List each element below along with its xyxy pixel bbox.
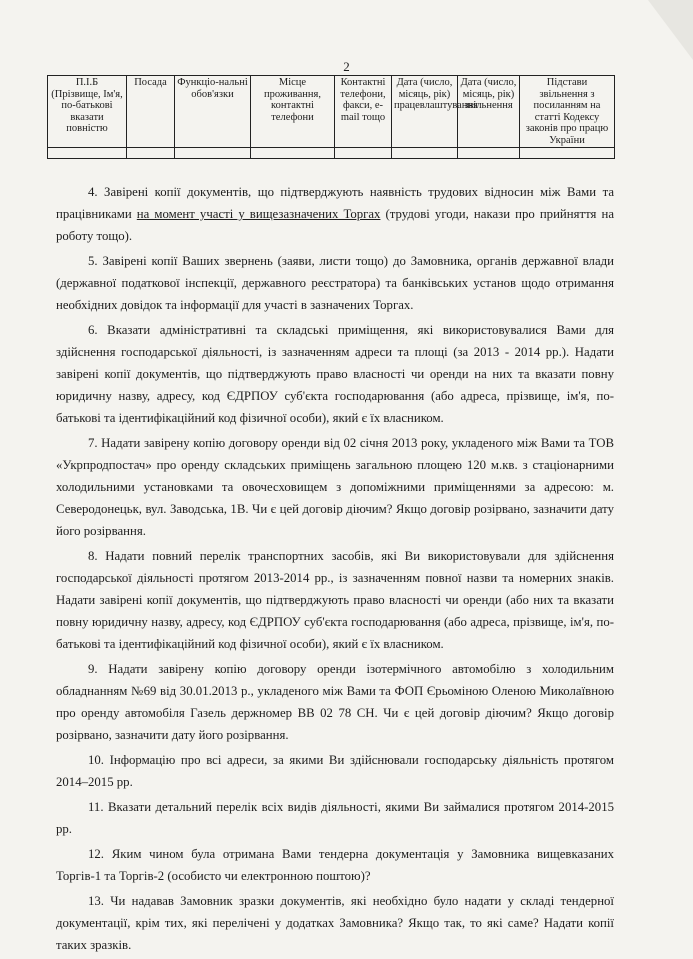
paragraph-8: 8. Надати повний перелік транспортних засобів, які Ви використовували для здійснення господарської діяльності протягом 2013-2014 рр., із зазначенням повної назви та номерних знаків. Надати завірені копії документів, що підтверджують право власності чи оренди (або них та вказати повну юридичну назву, адресу, код ЄДРПОУ суб'єкта господарювання (або адреса, прізвище, ім'я, по-батькові та ідентифікаційний код фізичної особи), який є їх власником. bbox=[56, 549, 614, 651]
table-header-cell: Місце проживання, контактні телефони bbox=[251, 76, 335, 148]
table-cell bbox=[127, 148, 175, 159]
paragraph-10: 10. Інформацію про всі адреси, за якими Ви здійснювали господарську діяльність протягом 2014–2015 рр. bbox=[56, 753, 614, 789]
paragraph-13: 13. Чи надавав Замовник зразки документів, які необхідно було надати у складі тендерної документації, крім тих, які перелічені у додатках Замовника? Якщо так, то які саме? Надати копії таких зразків. bbox=[56, 894, 614, 952]
paragraph-4 bbox=[56, 181, 614, 247]
employee-info-table bbox=[47, 75, 615, 159]
table-header-cell: П.І.Б (Прізвище, Ім'я, по-батькові вказати повністю bbox=[48, 76, 127, 148]
page-fold-shadow bbox=[648, 0, 693, 60]
paragraph-6: 6. Вказати адміністративні та складські приміщення, які використовувалися Вами для здійснення господарської діяльності, із зазначенням адреси та площі (за 2013 - 2014 рр.). Надати завірені копії документів, що підтверджують право власності чи оренди на них та вказати повну юридичну назву, адресу, код ЄДРПОУ суб'єкта господарювання (або адреса, прізвище, ім'я, по-батькові та ідентифікаційний код фізичної особи), який є їх власником. bbox=[56, 323, 614, 425]
table-header-cell: Дата (число, місяць, рік) звільнення bbox=[458, 76, 520, 148]
table-cell bbox=[458, 148, 520, 159]
document-body bbox=[56, 181, 614, 959]
table-header-row bbox=[48, 76, 615, 148]
paragraph-7: 7. Надати завірену копію договору оренди від 02 січня 2013 року, укладеного між Вами та ТОВ «Укрпродпостач» про оренду складських приміщень загальною площею 120 м.кв. з стаціонарними холодильними установками та овочесховищем з допоміжними приміщеннями за адресою: м. Северодонецьк, вул. Заводська, 1В. Чи є цей договір діючим? Якщо договір розірвано, зазначити дату його розірвання. bbox=[56, 436, 614, 538]
table-header-cell: Функціо-нальні обов'язки bbox=[175, 76, 251, 148]
paragraph-4-text-end: (трудові угоди, накази про прийняття на роботу тощо). bbox=[56, 207, 615, 243]
table-cell bbox=[251, 148, 335, 159]
table-row bbox=[48, 148, 615, 159]
paragraph-5: 5. Завірені копії Ваших звернень (заяви, листи тощо) до Замовника, органів державної влади (державної податкової інспекції, державного реєстратора) та банківських установ щодо отримання необхідних довідок та інформації для участі в зазначених Торгах. bbox=[56, 254, 614, 312]
table-cell bbox=[520, 148, 615, 159]
page-number: 2 bbox=[343, 59, 350, 74]
table-cell bbox=[175, 148, 251, 159]
paragraph-12: 12. Яким чином була отримана Вами тендерна документація у Замовника вищевказаних Торгів-1 та Торгів-2 (особисто чи електронною поштою)? bbox=[56, 847, 614, 883]
table-cell bbox=[335, 148, 392, 159]
table-header-cell: Контактні телефони, факси, e-mail тощо bbox=[335, 76, 392, 148]
table-header-cell: Підстави звільнення з посиланням на статті Кодексу законів про працю України bbox=[520, 76, 615, 148]
table-header-cell: Посада bbox=[127, 76, 175, 148]
paragraph-4-text: 4. Завірені копії документів, що підтверджують наявність трудових відносин між Вами та працівниками bbox=[56, 185, 614, 221]
table-cell bbox=[48, 148, 127, 159]
paragraph-9: 9. Надати завірену копію договору оренди ізотермічного автомобілю з холодильним обладнанням №69 від 30.01.2013 р., укладеного між Вами та ФОП Єрьоміною Оленою Миколаївною про оренду автомобіля Газель держномер ВВ 02 78 СН. Чи є цей договір діючим? Якщо договір розірвано, зазначити дату його розірвання. bbox=[56, 662, 614, 742]
table-cell bbox=[392, 148, 458, 159]
paragraph-11: 11. Вказати детальний перелік всіх видів діяльності, якими Ви займалися протягом 2014-2015 рр. bbox=[56, 800, 614, 836]
paragraph-4-underlined: на момент участі у вищезазначених Торгах bbox=[136, 207, 381, 221]
table-header-cell: Дата (число, місяць, рік) працевлаштування bbox=[392, 76, 458, 148]
